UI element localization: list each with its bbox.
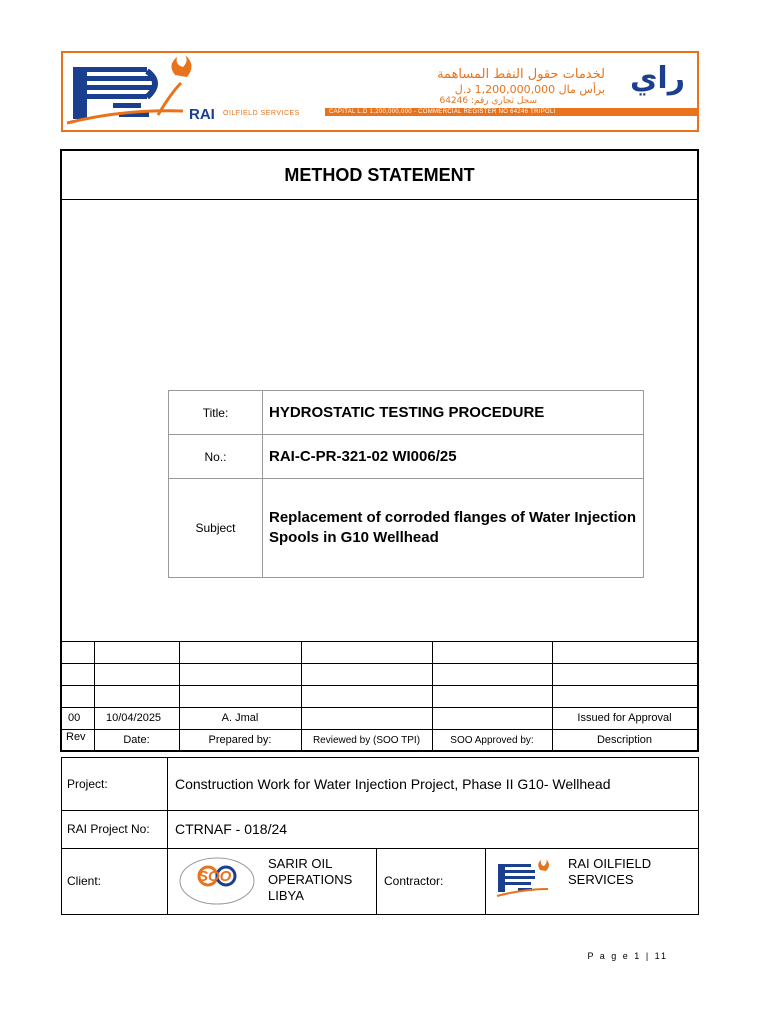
rev-description: Issued for Approval — [577, 712, 672, 724]
page-number: P a g e 1 | 11 — [587, 951, 668, 961]
company-name: RAI — [189, 106, 215, 123]
rai-project-no-label: RAI Project No: — [67, 822, 150, 836]
title-value: HYDROSTATIC TESTING PROCEDURE — [269, 403, 545, 421]
soo-logo-icon — [178, 856, 256, 906]
project-value: Construction Work for Water Injection Project, Phase II G10- Wellhead — [175, 776, 611, 792]
rev-number: 00 — [68, 712, 81, 724]
rev-prepared-by: A. Jmal — [221, 712, 259, 724]
number-row — [169, 435, 643, 479]
number-value: RAI-C-PR-321-02 WI006/25 — [269, 447, 457, 465]
arabic-capital-line: برأس مال 1,200,000,000 د.ل — [454, 83, 605, 96]
company-letterhead — [61, 51, 699, 132]
rev-date: 10/04/2025 — [106, 712, 162, 724]
rai-project-no-value: CTRNAF - 018/24 — [175, 821, 288, 837]
description-header: Description — [596, 734, 653, 746]
company-division: OILFIELD SERVICES — [223, 110, 300, 117]
arabic-company-line: لخدمات حقول النفط المساهمة — [437, 67, 605, 82]
client-label: Client: — [67, 874, 102, 888]
client-name: SARIR OIL OPERATIONS LIBYA — [268, 856, 353, 903]
document-info-table — [168, 390, 644, 578]
capital-strip: CAPITAL L.D 1,200,000,000 - COMMERCIAL REGISTER NO 64246 TRIPOLI — [325, 108, 699, 116]
reviewed-by-header: Reviewed by (SOO TPI) — [312, 734, 421, 746]
page-title: METHOD STATEMENT — [62, 151, 697, 200]
soo-logo-text: SOO — [198, 868, 232, 885]
prepared-by-header: Prepared by: — [208, 734, 272, 746]
rev-header: Rev — [66, 731, 86, 743]
project-info-table — [61, 757, 699, 915]
subject-row — [169, 479, 643, 577]
number-label: No.: — [169, 435, 263, 478]
date-header: Date: — [123, 734, 150, 746]
contractor-label: Contractor: — [384, 874, 444, 888]
arabic-logo: راي — [629, 61, 685, 96]
approved-by-header: SOO Approved by: — [450, 734, 534, 746]
project-label: Project: — [67, 777, 108, 791]
arabic-register-line: سجل تجاري رقم: 64246 — [439, 96, 537, 106]
rai-contractor-logo-icon — [496, 858, 556, 904]
title-row — [169, 391, 643, 435]
subject-label: Subject — [169, 479, 263, 577]
title-label: Title: — [169, 391, 263, 434]
subject-value: Replacement of corroded flanges of Water Injection Spools in G10 Wellhead — [269, 509, 637, 546]
contractor-name: RAI OILFIELD SERVICES — [568, 856, 652, 887]
